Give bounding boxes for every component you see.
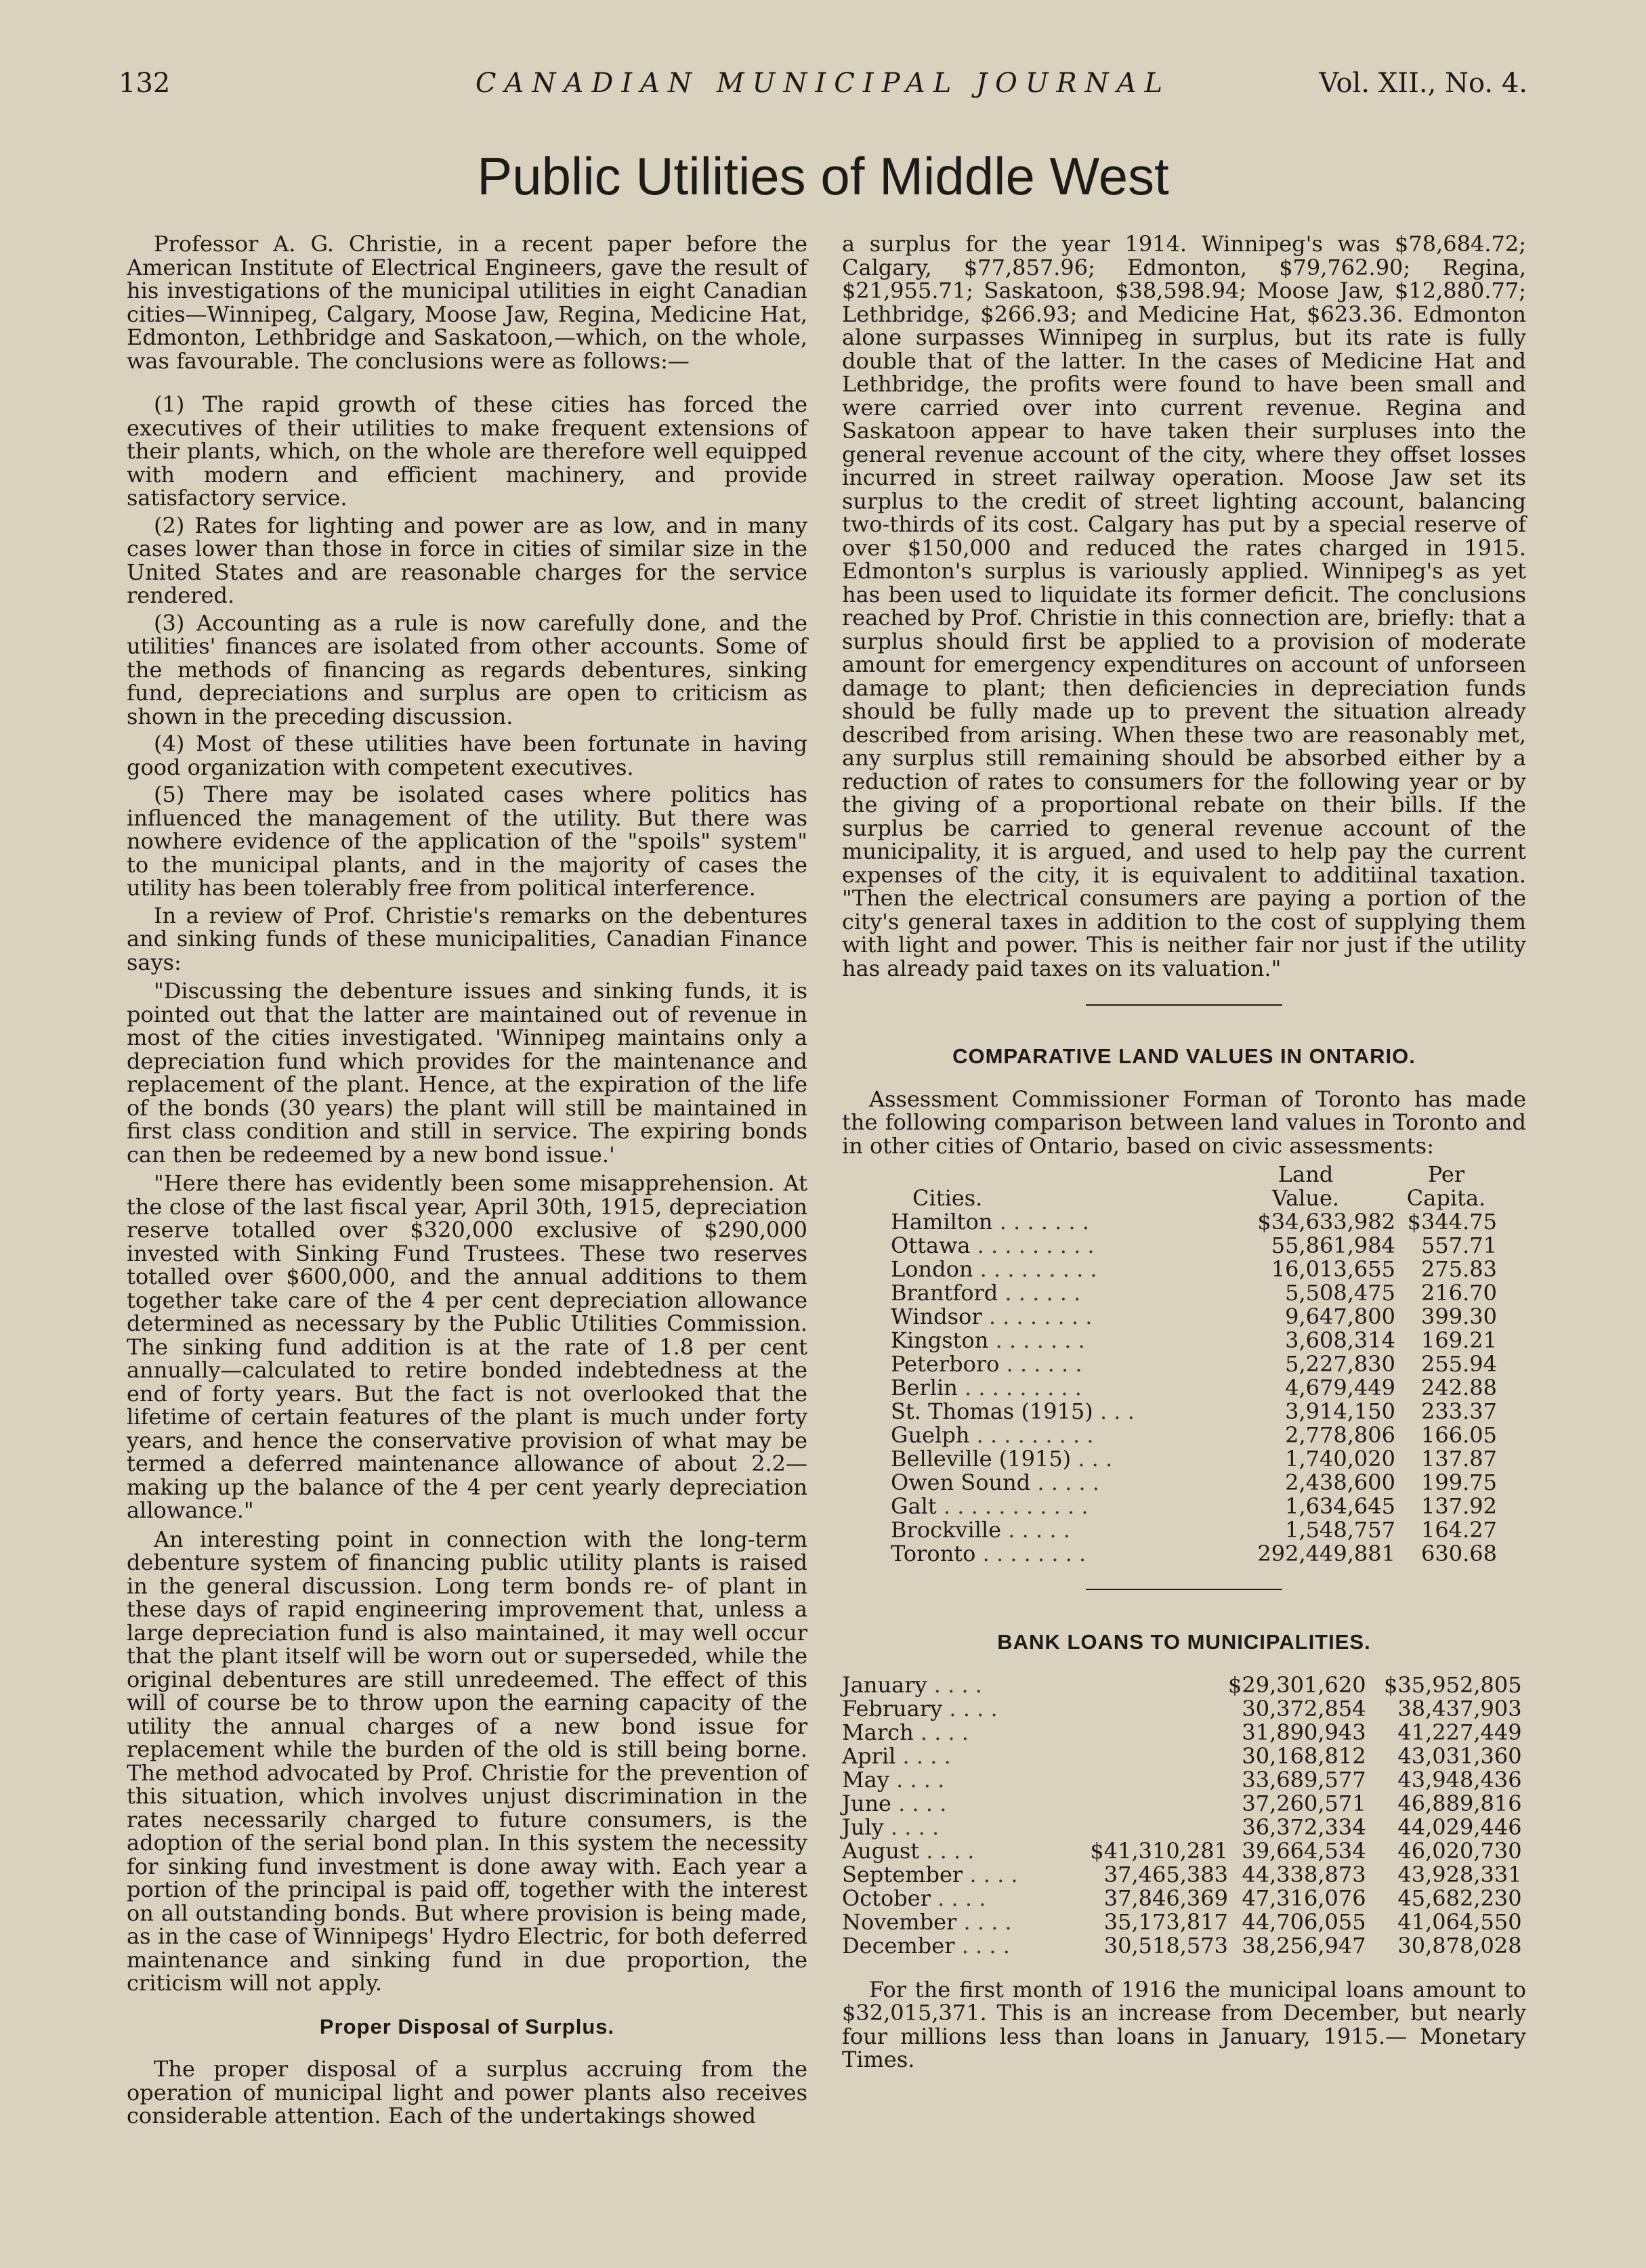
month-name: July . . . .	[842, 1814, 940, 1840]
city-name: St. Thomas (1915) . . .	[891, 1398, 1135, 1424]
long-term-paragraph: An interesting point in connection with the long-term debenture system of financing public utility plants is raised in the general discussion. Long term bonds re- of plant in these days of rapid engineering improvement that, unless a large depreciation fund is also maintained, it may well occur that the plant itself will be worn out or superseded, while the original debentures are still unredeemed. The effect of this will of course be to throw upon the earning capacity of the utility the annual charges of a new bond issue for replacement while the burden of the old is still being borne. The method advocated by Prof. Christie for the prevention of this situation, which involves unjust discrimination in the rates necessarily charged to future consumers, is the adoption of the serial bond plan. In this system the necessity for sinking fund investment is done away with. Each year a portion of the principal is paid off, together with the interest on all outstanding bonds. But where provision is being made, as in the case of Winnipegs' Hydro Electric, for both deferred maintenance and sinking fund in due proportion, the criticism will not apply.	[127, 1526, 807, 1996]
loan-amount-1	[1065, 1673, 1228, 1697]
month-name: August . . . .	[842, 1837, 975, 1864]
surplus-subheading: Proper Disposal of Surplus.	[319, 2014, 615, 2038]
land-value: 9,647,800	[1285, 1304, 1395, 1329]
intro-paragraph: Professor A. G. Christie, in a recent paper before the American Institute of Electrical Engineers, gave the result of his investigations of the municipal utilities in eight Canadian cities—Winnipeg, Calgary, Moose Jaw, Regina, Medicine Hat, Edmonton, Lethbridge and Saskatoon,—which, on the whole, was favourable. The conclusions were as follows:—	[127, 231, 807, 374]
loan-amount-3: 43,031,360	[1397, 1742, 1522, 1769]
loan-amount-3: 46,020,730	[1397, 1837, 1522, 1864]
conclusion-1: (1) The rapid growth of these cities has forced the executives of their utilities to make frequent extensions of their plants, which, on the whole are therefore well equipped with modern and efficient machinery, and provide satisfactory service.	[127, 391, 807, 511]
col-header-land-value	[1216, 1163, 1395, 1210]
right-column	[842, 232, 1526, 2077]
table-row	[842, 1839, 1522, 1863]
loan-amount-3: 45,682,230	[1397, 1885, 1522, 1911]
loan-amount-3: 30,878,028	[1397, 1932, 1522, 1959]
bank-loans-note: For the first month of 1916 the municipal loans amount to $32,015,371. This is an increase from December, but nearly four millions less than loans in January, 1915.— Monetary Times.	[842, 1976, 1526, 2072]
loan-amount-3: $35,952,805	[1384, 1671, 1522, 1698]
loan-amount-2: 30,372,854	[1242, 1695, 1366, 1721]
table-row	[842, 1673, 1522, 1697]
city-name: Berlin . . . . . . . . .	[891, 1375, 1082, 1400]
loan-amount-1	[1065, 1721, 1228, 1745]
land-value: 292,449,881	[1257, 1541, 1395, 1566]
loan-amount-3: 41,227,449	[1397, 1719, 1522, 1745]
table-row	[891, 1234, 1497, 1258]
table-row	[891, 1447, 1497, 1471]
city-name: Galt . . . . . . . . . . .	[891, 1493, 1089, 1519]
loan-amount-2: 47,316,076	[1242, 1885, 1366, 1911]
quote-paragraph-1: "Discussing the debenture issues and sinking funds, it is pointed out that the latter are maintained out of revenue in most of the cities investigated. 'Winnipeg maintains only a depreciation fund which provides for the maintenance and replacement of the plant. Hence, at the expiration of the life of the bonds (30 years) the plant will still be maintained in first class condition and still in service. The expiring bonds can then be redeemed by a new bond issue.'	[127, 978, 807, 1168]
loan-amount-1: 35,173,817	[1103, 1908, 1228, 1935]
land-value: 1,548,757	[1285, 1517, 1395, 1543]
table-row	[891, 1400, 1497, 1424]
loan-amount-2: 38,256,947	[1242, 1932, 1366, 1959]
per-capita: 137.87	[1421, 1446, 1497, 1472]
city-name: Windsor . . . . . . . .	[891, 1304, 1093, 1329]
loan-amount-1	[1065, 1768, 1228, 1792]
surplus-continued-paragraph: a surplus for the year 1914. Winnipeg's was $78,684.72; Calgary, $77,857.96; Edmonton, $79,762.90; Regina, $21,955.71; Saskatoon, $38,598.94; Moose Jaw, $12,880.77; Lethbridge, $266.93; and Medicine Hat, $623.36. Edmonton alone surpasses Winnipeg in surplus, but its rate is fully double that of the latter. In the cases of Medicine Hat and Lethbridge, the profits were found to have been small and were carried over into current revenue. Regina and Saskatoon appear to have taken their surpluses into the general revenue account of the city, where they offset losses incurred in street railway operation. Moose Jaw set its surplus to the credit of street lighting account, balancing two-thirds of its cost. Calgary has put by a special reserve of over $150,000 and reduced the rates charged in 1915. Edmonton's surplus is variously applied. Winnipeg's as yet has been used to liquidate its former deficit. The conclusions reached by Prof. Christie in this connection are, briefly: that a surplus should first be applied to a provision of moderate amount for emergency expenditures on account of unforseen damage to plant; then deficiencies in depreciation funds should be fully made up to prevent the situation already described from arising. When these two are reasonably met, any surplus still remaining should be absorbed either by a reduction of rates to consumers for the following year or by the giving of a proportional rebate on their bills. If the surplus be carried to general revenue account of the municipality, it is argued, and used to help pay the current expenses of the city, it is equivalent to additiinal taxation. "Then the electrical consumers are paying a portion of the city's general taxes in addition to the cost of supplying them with light and power. This is neither fair nor just if the utility has already paid taxes on its valuation."	[842, 231, 1526, 981]
table-row	[891, 1305, 1497, 1329]
per-capita: 233.37	[1421, 1398, 1497, 1424]
col-header-cities: Cities.	[912, 1185, 983, 1211]
per-capita: 164.27	[1421, 1517, 1497, 1543]
loan-amount-1	[1065, 1745, 1228, 1768]
city-name: Hamilton . . . . . . .	[891, 1209, 1089, 1235]
table-row	[891, 1495, 1497, 1518]
table-row	[842, 1768, 1522, 1792]
month-name: September . . . .	[842, 1861, 1018, 1887]
loan-amount-2: 30,168,812	[1242, 1742, 1366, 1769]
table-row	[891, 1376, 1497, 1400]
per-capita: 199.75	[1421, 1470, 1497, 1495]
surplus-paragraph: The proper disposal of a surplus accruing from the operation of municipal light and power plants also receives considerable attention. Each of the undertakings showed	[127, 2056, 807, 2128]
table-row	[891, 1329, 1497, 1352]
per-capita: 557.71	[1421, 1233, 1497, 1258]
loan-amount-2: $29,301,620	[1228, 1671, 1366, 1698]
conclusion-5: (5) There may be isolated cases where politics has influenced the management of the utility. But there was nowhere evidence of the application of the "spoils" system" to the municipal plants, and in the majority of cases the utility has been tolerably free from political interference.	[127, 782, 807, 901]
loan-amount-2: 33,689,577	[1242, 1766, 1366, 1793]
city-name: Toronto . . . . . . . .	[891, 1541, 1086, 1566]
per-capita: 166.05	[1421, 1422, 1497, 1448]
col-header-land: Land	[1278, 1161, 1334, 1187]
land-value: 1,740,020	[1285, 1446, 1395, 1472]
col-header-capita: Capita.	[1406, 1185, 1486, 1211]
table-row	[891, 1471, 1497, 1495]
city-name: Ottawa . . . . . . . . .	[891, 1233, 1095, 1258]
land-value: 4,679,449	[1285, 1375, 1395, 1400]
land-value: 2,438,600	[1285, 1470, 1395, 1495]
land-values-header-row	[891, 1163, 1497, 1210]
table-row	[891, 1424, 1497, 1447]
loan-amount-1: 30,518,573	[1103, 1932, 1228, 1959]
per-capita: 630.68	[1421, 1541, 1497, 1566]
city-name: London . . . . . . . . .	[891, 1256, 1097, 1282]
bank-loans-table	[842, 1673, 1522, 1958]
month-name: October . . . .	[842, 1885, 986, 1911]
land-value: 5,508,475	[1285, 1280, 1395, 1306]
table-row	[842, 1816, 1522, 1839]
per-capita: 169.21	[1421, 1327, 1497, 1353]
article-title: Public Utilities of Middle West	[477, 146, 1169, 206]
month-name: February . . . .	[842, 1695, 998, 1721]
section-divider	[1086, 1004, 1282, 1006]
month-name: June . . . .	[842, 1790, 947, 1816]
city-name: Kingston . . . . . . .	[891, 1327, 1085, 1353]
table-row	[842, 1934, 1522, 1958]
conclusion-4: (4) Most of these utilities have been fortunate in having good organization with competent executives.	[127, 731, 807, 780]
per-capita: 137.92	[1421, 1493, 1497, 1519]
month-name: November . . . .	[842, 1908, 1012, 1935]
land-value: 3,608,314	[1285, 1327, 1395, 1353]
loan-amount-3: 43,948,436	[1397, 1766, 1522, 1793]
table-row	[891, 1352, 1497, 1376]
loan-amount-3: 44,029,446	[1397, 1814, 1522, 1840]
loan-amount-1	[1065, 1697, 1228, 1721]
table-row	[842, 1887, 1522, 1910]
land-value: 2,778,806	[1285, 1422, 1395, 1448]
land-values-heading: COMPARATIVE LAND VALUES IN ONTARIO.	[952, 1044, 1416, 1068]
table-row	[842, 1721, 1522, 1745]
loan-amount-1	[1065, 1792, 1228, 1816]
table-row	[842, 1863, 1522, 1887]
page-header	[119, 62, 1527, 110]
per-capita: 399.30	[1421, 1304, 1497, 1329]
table-row	[891, 1281, 1497, 1305]
per-capita: 216.70	[1421, 1280, 1497, 1306]
col-header-per: Per	[1427, 1161, 1465, 1187]
loan-amount-1: 37,465,383	[1103, 1861, 1228, 1887]
loan-amount-3: 46,889,816	[1397, 1790, 1522, 1816]
conclusion-3: (3) Accounting as a rule is now carefully done, and the utilities' finances are isolated from other accounts. Some of the methods of financing as regards debentures, sinking fund, depreciations and surplus are open to criticism as shown in the preceding discussion.	[127, 609, 807, 729]
land-values-table	[891, 1163, 1497, 1566]
volume-number: Vol. XII., No. 4.	[1319, 68, 1527, 99]
page-number: 132	[119, 68, 171, 99]
loan-amount-2: 44,706,055	[1242, 1908, 1366, 1935]
loan-amount-1: $41,310,281	[1090, 1837, 1228, 1864]
loan-amount-2: 39,664,534	[1242, 1837, 1366, 1864]
loan-amount-3: 38,437,903	[1397, 1695, 1522, 1721]
bank-loans-heading: BANK LOANS TO MUNICIPALITIES.	[997, 1630, 1371, 1654]
col-header-per-capita	[1395, 1163, 1497, 1210]
journal-title: CANADIAN MUNICIPAL JOURNAL	[475, 68, 1171, 99]
col-header-value: Value.	[1271, 1185, 1340, 1211]
land-value: 3,914,150	[1285, 1398, 1395, 1424]
loan-amount-3: 41,064,550	[1397, 1908, 1522, 1935]
land-value: 1,634,645	[1285, 1493, 1395, 1519]
table-row	[891, 1542, 1497, 1566]
per-capita: 255.94	[1421, 1351, 1497, 1377]
land-value: 55,861,984	[1271, 1233, 1395, 1258]
loan-amount-3: 43,928,331	[1397, 1861, 1522, 1887]
per-capita: 275.83	[1421, 1256, 1497, 1282]
city-name: Guelph . . . . . . . . .	[891, 1422, 1094, 1448]
table-row	[842, 1910, 1522, 1934]
land-values-intro: Assessment Commissioner Forman of Toronto has made the following comparison between land values in Toronto and in other cities of Ontario, based on civic assessments:	[842, 1086, 1526, 1159]
month-name: January . . . .	[842, 1671, 982, 1698]
city-name: Owen Sound . . . . .	[891, 1470, 1099, 1495]
loan-amount-2: 37,260,571	[1242, 1790, 1366, 1816]
city-name: Belleville (1915) . . .	[891, 1446, 1113, 1472]
land-value: $34,633,982	[1257, 1209, 1395, 1235]
city-name: Brantford . . . . . .	[891, 1280, 1081, 1306]
city-name: Brockville . . . . .	[891, 1517, 1070, 1543]
loan-amount-2: 36,372,334	[1242, 1814, 1366, 1840]
month-name: April . . . .	[842, 1742, 951, 1769]
table-row	[842, 1697, 1522, 1721]
review-paragraph: In a review of Prof. Christie's remarks on the debentures and sinking funds of these municipalities, Canadian Finance says:	[127, 902, 807, 975]
loan-amount-2: 44,338,873	[1242, 1861, 1366, 1887]
per-capita: $344.75	[1407, 1209, 1497, 1235]
conclusion-2: (2) Rates for lighting and power are as low, and in many cases lower than those in force in cities of similar size in the United States and are reasonable charges for the service rendered.	[127, 512, 807, 608]
table-row	[842, 1792, 1522, 1816]
month-name: March . . . .	[842, 1719, 969, 1745]
table-row	[891, 1518, 1497, 1542]
land-value: 5,227,830	[1285, 1351, 1395, 1377]
quote-paragraph-2: "Here there has evidently been some misapprehension. At the close of the last fiscal year, April 30th, 1915, depreciation reserve totalled over $320,000 exclusive of $290,000 invested with Sinking Fund Trustees. These two reserves totalled over $600,000, and the annual additions to them together take care of the 4 per cent depreciation allowance determined as necessary by the Public Utilities Commission. The sinking fund addition is at the rate of 1.8 per cent annually—calculated to retire bonded indebtedness at the end of forty years. But the fact is not overlooked that the lifetime of certain features of the plant is much under forty years, and hence the conservative provision of what may be termed a deferred maintenance allowance of about 2.2—making up the balance of the 4 per cent yearly depreciation allowance."	[127, 1170, 807, 1523]
city-name: Peterboro . . . . . .	[891, 1351, 1082, 1377]
loan-amount-1: 37,846,369	[1103, 1885, 1228, 1911]
table-row	[891, 1210, 1497, 1234]
loan-amount-1	[1065, 1816, 1228, 1839]
table-row	[842, 1745, 1522, 1768]
section-divider	[1086, 1589, 1282, 1590]
loan-amount-2: 31,890,943	[1242, 1719, 1366, 1745]
month-name: May . . . .	[842, 1766, 945, 1793]
per-capita: 242.88	[1421, 1375, 1497, 1400]
table-row	[891, 1258, 1497, 1281]
left-column	[127, 232, 807, 2133]
land-value: 16,013,655	[1271, 1256, 1395, 1282]
month-name: December . . . .	[842, 1932, 1010, 1959]
